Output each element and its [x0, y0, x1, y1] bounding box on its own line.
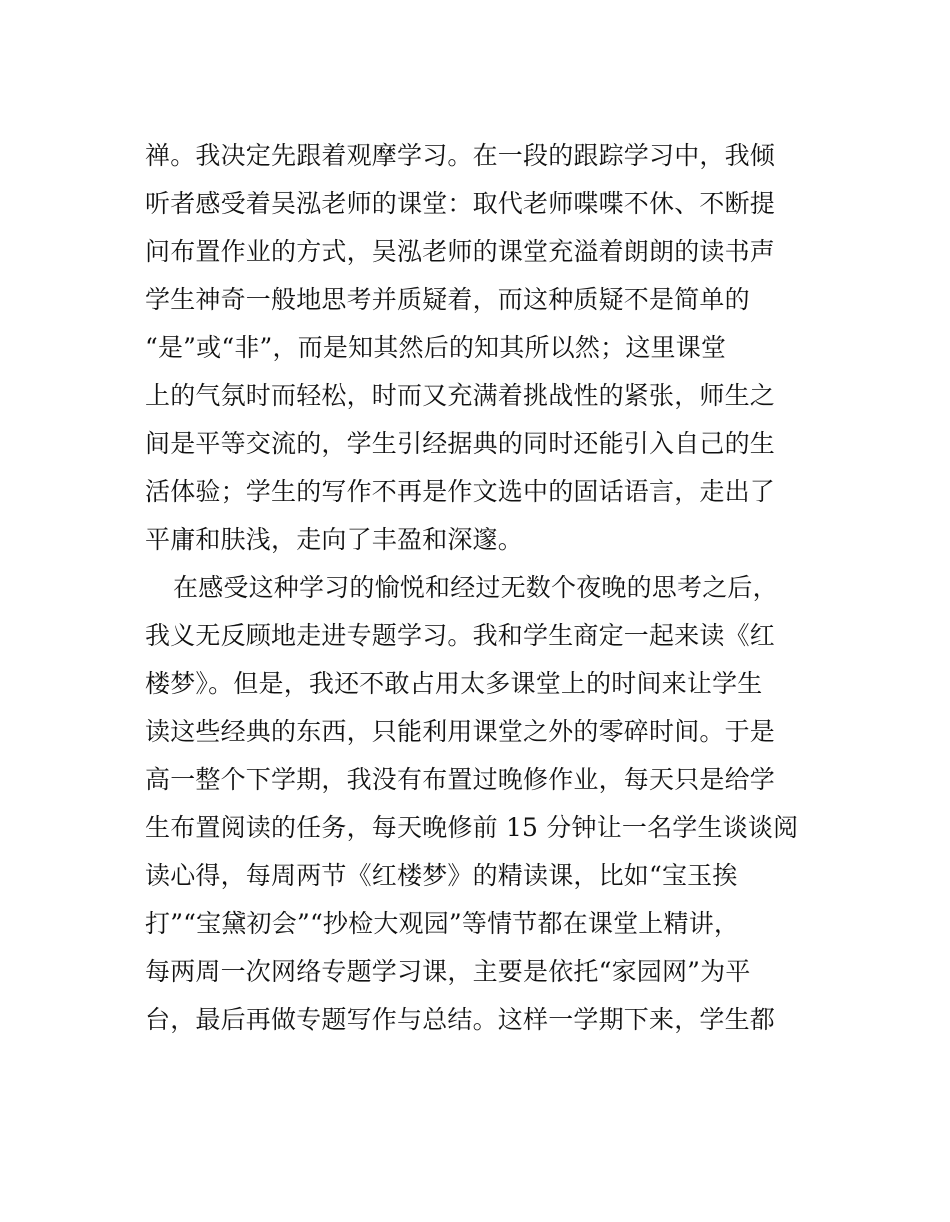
text-line: 学生神奇一般地思考并质疑着，而这种质疑不是简单的: [145, 285, 750, 314]
text-line: 禅。我决定先跟着观摩学习。在一段的跟踪学习中，我倾: [145, 141, 776, 170]
text-line: 上的气氛时而轻松，时而又充满着挑战性的紧张，师生之: [145, 381, 776, 410]
text-line: 问布置作业的方式，吴泓老师的课堂充溢着朗朗的读书声: [145, 237, 776, 266]
text-line: 打”“宝黛初会”“抄检大观园”等情节都在课堂上精讲，: [145, 909, 740, 938]
text-line: “是”或“非”，而是知其然后的知其所以然；这里课堂: [145, 333, 727, 362]
text-line: 读心得，每周两节《红楼梦》的精读课，比如“宝玉挨: [145, 861, 738, 890]
paragraph-start-line: 在感受这种学习的愉悦和经过无数个夜晚的思考之后，: [173, 573, 778, 602]
text-line: 读这些经典的东西，只能利用课堂之外的零碎时间。于是: [145, 717, 776, 746]
text-line: 听者感受着吴泓老师的课堂：取代老师喋喋不休、不断提: [145, 189, 776, 218]
text-line: 台，最后再做专题写作与总结。这样一学期下来，学生都: [145, 1005, 776, 1034]
text-line: 生布置阅读的任务，每天晚修前 15 分钟让一名学生谈谈阅: [145, 813, 799, 842]
text-line: 每两周一次网络专题学习课，主要是依托“家园网”为平: [145, 957, 751, 986]
text-line: 平庸和肤浅，走向了丰盈和深邃。: [145, 525, 524, 554]
body-text: [145, 132, 825, 1044]
text-line: 我义无反顾地走进专题学习。我和学生商定一起来读《红: [145, 621, 776, 650]
text-line: 间是平等交流的，学生引经据典的同时还能引入自己的生: [145, 429, 776, 458]
text-line: 楼梦》。但是，我还不敢占用太多课堂上的时间来让学生: [145, 669, 763, 698]
text-line: 活体验；学生的写作不再是作文选中的固话语言，走出了: [145, 477, 776, 506]
text-line: 高一整个下学期，我没有布置过晚修作业，每天只是给学: [145, 765, 776, 794]
